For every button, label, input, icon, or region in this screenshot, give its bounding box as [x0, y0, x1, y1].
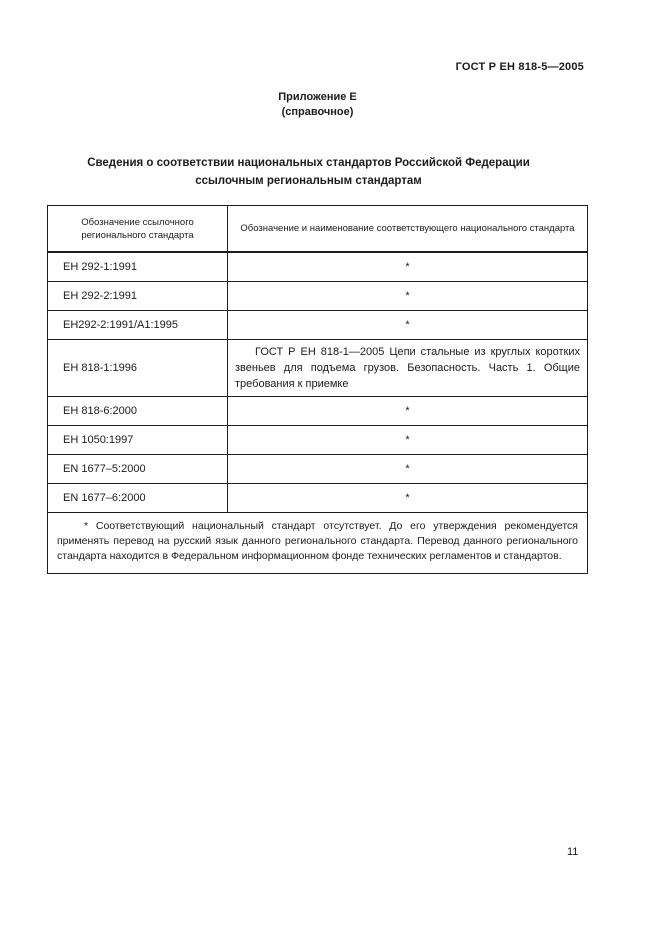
national-standard-cell: *	[228, 426, 588, 455]
ref-standard-cell: ЕН 818-1:1996	[48, 340, 228, 397]
table-row	[48, 282, 588, 311]
ref-standard-cell: EN 1677–5:2000	[48, 455, 228, 484]
ref-standard-cell: ЕН 1050:1997	[48, 426, 228, 455]
ref-standard-cell: ЕН 818-6:2000	[48, 397, 228, 426]
section-title-line-1: Сведения о соответствии национальных стандартов Российской Федерации	[87, 157, 530, 169]
national-standard-cell: *	[228, 282, 588, 311]
national-standard-cell: *	[228, 484, 588, 513]
table-row	[48, 311, 588, 340]
table-row	[48, 426, 588, 455]
national-standard-cell: *	[228, 311, 588, 340]
table-footnote-row	[48, 513, 588, 574]
ref-standard-cell: ЕН 292-2:1991	[48, 282, 228, 311]
ref-standard-cell: EN 1677–6:2000	[48, 484, 228, 513]
column-header-national-standard: Обозначение и наименование соответствующего национального стандарта	[228, 206, 588, 253]
ref-standard-cell: ЕН 292-1:1991	[48, 252, 228, 282]
appendix-heading	[47, 90, 588, 120]
table-footnote: * Соответствующий национальный стандарт отсутствует. До его утверждения рекомендуется применять перевод на русский язык данного регионального стандарта. Перевод данного регионального стандарта находится в Федеральном информационном фонде технических регламентов и стандартов.	[48, 513, 588, 574]
doc-number: ГОСТ Р ЕН 818-5—2005	[455, 61, 584, 73]
standards-correspondence-table	[47, 205, 588, 574]
appendix-type: (справочное)	[281, 106, 354, 118]
page-number: 11	[567, 846, 579, 858]
table-row	[48, 252, 588, 282]
table-row	[48, 397, 588, 426]
table-row	[48, 340, 588, 397]
appendix-title: Приложение Е	[278, 91, 357, 103]
table-row	[48, 484, 588, 513]
table-header-row	[48, 206, 588, 253]
table-row	[48, 455, 588, 484]
national-standard-cell: *	[228, 252, 588, 282]
national-standard-cell: ГОСТ Р ЕН 818-1—2005 Цепи стальные из круглых коротких звеньев для подъема грузов. Безопасность. Часть 1. Общие требования к приемке	[228, 340, 588, 397]
section-title	[36, 155, 581, 190]
section-title-line-2: ссылочным региональным стандартам	[195, 174, 422, 187]
national-standard-cell: *	[228, 455, 588, 484]
ref-standard-cell: ЕН292-2:1991/А1:1995	[48, 311, 228, 340]
column-header-reference-standard: Обозначение ссылочного регионального стандарта	[48, 206, 228, 253]
national-standard-cell: *	[228, 397, 588, 426]
